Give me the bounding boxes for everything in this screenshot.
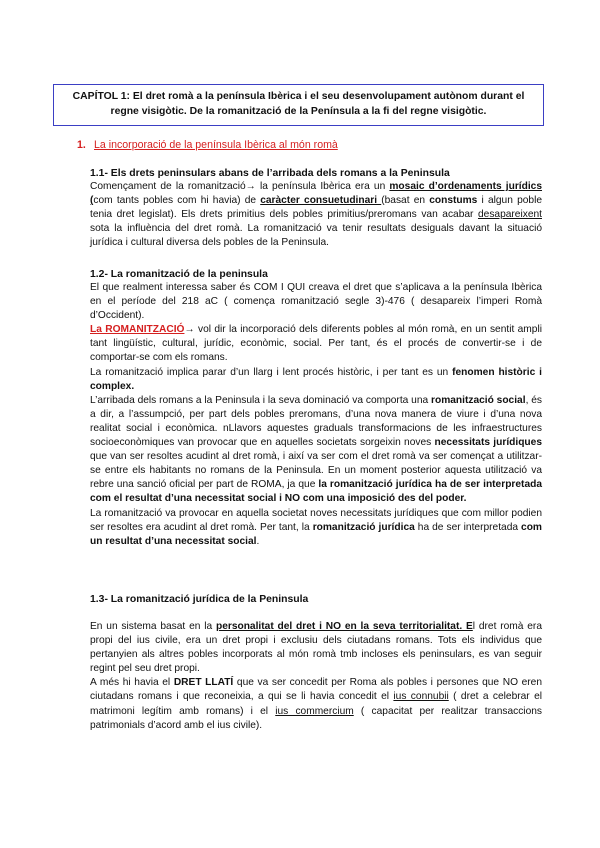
s12-p2-rest: → vol dir la incorporació dels diferents pobles al món romà, en un sentit ampli tant lingüístic, cultural, jurídic, econòmic, social. Per tant, és el procés de convertir-se i de comportar-se com els romans. (90, 324, 542, 364)
s13-p2-e: ( dret a celebrar el matrimoni legítim amb romans) i el (90, 691, 542, 717)
s11-text-a: Començament de la romanització→ la península Ibèrica era un (90, 181, 390, 192)
section-1-heading (77, 139, 338, 152)
s12-paragraph-2 (90, 323, 542, 365)
s13-p2-f: ius commercium (275, 705, 354, 717)
s12-paragraph-5 (90, 507, 542, 549)
section-1-2-paragraphs (90, 281, 542, 549)
s11-text-g: i algun poble tenia dret legislat). Els drets primitius dels pobles primitius/preromans van acabar (90, 195, 542, 221)
s12-p3-b: fenomen històric i complex. (90, 366, 542, 392)
s11-term-consuetudinari: caràcter consuetudinari (260, 195, 382, 207)
s13-paragraph-1 (90, 620, 542, 676)
chapter-title-line-1: CAPÍTOL 1: El dret romà a la península Ibèrica i el seu desenvolupament autònom durant el (72, 91, 525, 102)
s12-p5-d: com un resultat d’una necessitat social (90, 521, 542, 547)
chapter-title-line-2: regne visigòtic. De la romanització de la Península a la fi del regne visigòtic. (110, 106, 487, 117)
section-1-3-paragraphs (90, 620, 542, 733)
s13-paragraph-2 (90, 676, 542, 732)
section-1-1-heading: 1.1- Els drets peninsulars abans de l’arribada dels romans a la Peninsula (90, 168, 450, 179)
s13-p1-a: En un sistema basat en la (90, 621, 216, 632)
s12-p4-b: romanització social (431, 394, 526, 406)
s12-p5-c: ha de ser interpretada (414, 521, 522, 533)
s12-p4-c: , és a dir, a l’assumpció, per part dels pobles preromans, d’una nova manera de viure i d’una nova realitat social i econòmica. nLlavors aquestes graduals transformacions de les infraestructures socioeconòmiques van provocar que en aquelles societats sorgeixin noves (90, 394, 542, 449)
s13-p2-g: ( capacitat per realitzar transaccions patrimonials d’acord amb el ius civile). (90, 705, 543, 731)
s12-p4-a: L’arribada dels romans a la Peninsula i la seva dominació va comporta una (90, 394, 431, 406)
section-1-number: 1. (77, 139, 86, 151)
s13-p1-b: personalitat del dret i NO en la seva territorialitat. E (215, 621, 473, 632)
s13-p2-d: ius connubii (393, 691, 449, 703)
s11-term-constums: constums (429, 195, 478, 207)
s12-paragraph-3 (90, 366, 542, 394)
s12-p4-e: que van ser resoltes acudint al dret romà, i així va ser com el dret romà va ser començat a utilitzar-se entre els habitants no romans de la Peninsula. En un moment posterior aquesta utilització va rebre una sanció oficial per part de ROMA, ja que (90, 451, 542, 491)
section-1-3-heading: 1.3- La romanització jurídica de la Peninsula (90, 594, 309, 605)
s12-paragraph-1: El que realment interessa saber és COM I QUI creava el dret que s’aplicava a la península Ibèrica en el període del 218 aC ( comença romanització segle 3)-476 ( desapareix l’imperi Romà d’Occident). (90, 282, 542, 322)
chapter-title-box (53, 84, 544, 126)
s12-p4-f: la romanització jurídica ha de ser interpretada com el resultat d’una necessitat social i NO com una imposició des del poder. (90, 479, 542, 505)
s12-p5-e: . (256, 535, 260, 547)
s12-paragraph-4 (90, 394, 542, 507)
section-1-2-heading: 1.2- La romanització de la peninsula (90, 269, 268, 280)
s11-text-i: sota la influència del dret romà. La romanització va tenir resultats desiguals davant la situació jurídica i cultural diversa dels pobles de la Peninsula. (90, 223, 542, 249)
s13-p2-b: DRET LLATÍ (173, 677, 234, 689)
s13-p1-c: l dret romà era propi del ius civile, era un dret propi i exclusiu dels ciutadans romans. Tots els individus que pertanyien als altres pobles incorporats al món romà tmb incloses els peninsulars, es van seguir regint pel seu dret propi. (90, 621, 542, 675)
s11-text-e: (basat en (381, 195, 430, 207)
s12-p5-a: La romanització va provocar en aquella societat noves necessitats jurídiques que com millor podien ser resoltes era acudint al dret romà. Per tant, la (90, 507, 542, 533)
s11-term-desapareixent: desapareixent (477, 209, 542, 221)
s12-p5-b: romanització jurídica (312, 521, 415, 533)
s13-p2-a: A més hi havia el (90, 677, 174, 689)
s12-p4-d: necessitats jurídiques (434, 437, 542, 449)
section-1-title: La incorporació de la península Ibèrica al món romà (94, 139, 338, 151)
s13-p2-c: que va ser concedit per Roma als pobles i persones que NO eren ciutadans romans i que reconeixia, a qui se li havia concedit el (90, 677, 543, 703)
s11-term-mosaic: mosaic d’ordenaments jurídics ( (90, 181, 543, 207)
section-1-1-paragraph (90, 180, 542, 250)
s12-term-romanitzacio: La ROMANITZACIÓ (90, 324, 185, 336)
s12-p3-a: La romanització implica parar d’un llarg i lent procés històric, i per tant es un (90, 366, 453, 378)
s11-text-c: com tants pobles com hi havia) de (93, 195, 261, 207)
